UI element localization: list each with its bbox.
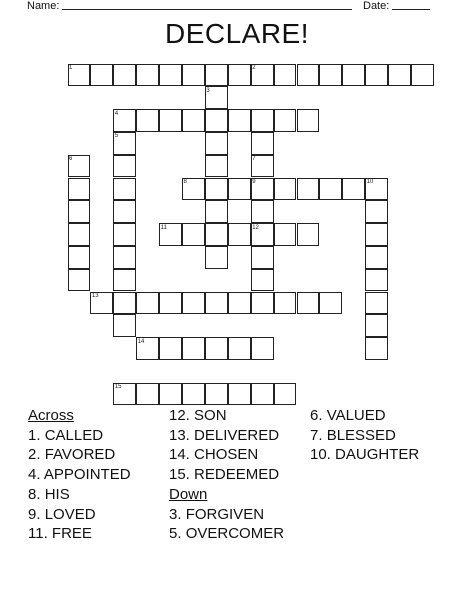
grid-cell[interactable] bbox=[411, 64, 434, 87]
across-clue: 1. CALLED bbox=[28, 426, 104, 444]
grid-cell[interactable] bbox=[251, 269, 274, 292]
grid-cell[interactable] bbox=[228, 64, 251, 87]
grid-cell[interactable] bbox=[205, 200, 228, 223]
grid-cell[interactable] bbox=[136, 109, 159, 132]
grid-cell[interactable] bbox=[68, 246, 91, 269]
down-heading: Down bbox=[169, 485, 208, 503]
grid-cell[interactable] bbox=[68, 200, 91, 223]
grid-cell[interactable] bbox=[251, 109, 274, 132]
grid-cell[interactable] bbox=[365, 314, 388, 337]
grid-cell[interactable] bbox=[159, 64, 182, 87]
clues-column-1 bbox=[28, 406, 131, 544]
grid-cell[interactable] bbox=[205, 223, 228, 246]
clue-number: 12 bbox=[252, 224, 259, 231]
grid-cell[interactable] bbox=[251, 292, 274, 315]
grid-cell[interactable] bbox=[182, 223, 205, 246]
grid-cell[interactable] bbox=[251, 200, 274, 223]
grid-cell[interactable] bbox=[182, 64, 205, 87]
grid-cell[interactable] bbox=[388, 64, 411, 87]
down-clue: 6. VALUED bbox=[310, 407, 386, 424]
grid-cell[interactable] bbox=[90, 64, 113, 87]
grid-cell[interactable] bbox=[274, 64, 297, 87]
across-clue: 4. APPOINTED bbox=[28, 466, 131, 484]
clue-number: 14 bbox=[137, 338, 145, 345]
across-clue: 11. FREE bbox=[28, 525, 92, 543]
grid-cell[interactable] bbox=[251, 383, 274, 406]
grid-cell[interactable] bbox=[297, 64, 320, 87]
grid-cell[interactable] bbox=[365, 337, 388, 360]
grid-cell[interactable] bbox=[342, 178, 365, 201]
grid-cell[interactable] bbox=[228, 337, 251, 360]
grid-cell[interactable] bbox=[159, 383, 182, 406]
down-clue: 7. BLESSED bbox=[310, 426, 396, 444]
clue-number: 9 bbox=[252, 179, 256, 185]
clue-number: 5 bbox=[114, 133, 119, 140]
grid-cell[interactable] bbox=[159, 292, 182, 315]
grid-cell[interactable] bbox=[182, 337, 205, 360]
grid-cell[interactable] bbox=[136, 292, 159, 315]
grid-cell[interactable] bbox=[228, 383, 251, 406]
down-clue: 10. DAUGHTER bbox=[310, 446, 420, 464]
grid-cell[interactable] bbox=[274, 383, 297, 406]
date-label: Date: bbox=[363, 0, 390, 12]
grid-cell[interactable] bbox=[113, 246, 136, 269]
grid-cell[interactable] bbox=[159, 337, 182, 360]
puzzle-title: DECLARE! bbox=[164, 18, 310, 49]
grid-cell[interactable] bbox=[365, 64, 388, 87]
grid-cell[interactable] bbox=[297, 109, 320, 132]
grid-cell[interactable] bbox=[205, 178, 228, 201]
clues-column-2 bbox=[169, 406, 284, 544]
clue-number: 4 bbox=[114, 110, 119, 117]
across-clue: 14. CHOSEN bbox=[169, 446, 259, 464]
across-clue: 8. HIS bbox=[28, 485, 70, 503]
grid-cell[interactable] bbox=[251, 132, 274, 155]
grid-cell[interactable] bbox=[205, 292, 228, 315]
grid-cell[interactable] bbox=[205, 246, 228, 269]
grid-cell[interactable] bbox=[228, 109, 251, 132]
grid-cell[interactable] bbox=[274, 223, 297, 246]
grid-cell[interactable] bbox=[68, 223, 91, 246]
across-clue: 2. FAVORED bbox=[28, 446, 116, 464]
across-clue: 9. LOVED bbox=[28, 505, 96, 523]
grid-cell[interactable] bbox=[297, 223, 320, 246]
clue-number: 15 bbox=[114, 384, 122, 391]
grid-cell[interactable] bbox=[113, 292, 136, 315]
grid-cell[interactable] bbox=[136, 64, 159, 87]
clue-number: 11 bbox=[160, 224, 167, 231]
grid-cell[interactable] bbox=[113, 314, 136, 337]
grid-cell[interactable] bbox=[113, 223, 136, 246]
grid-cell[interactable] bbox=[113, 269, 136, 292]
clues-column-3 bbox=[310, 406, 419, 465]
grid-cell[interactable] bbox=[68, 269, 91, 292]
grid-cell[interactable] bbox=[365, 200, 388, 223]
grid-cell[interactable] bbox=[228, 223, 251, 246]
down-clue: 5. OVERCOMER bbox=[169, 525, 285, 543]
grid-cell[interactable] bbox=[274, 109, 297, 132]
grid-cell[interactable] bbox=[182, 292, 205, 315]
grid-cell[interactable] bbox=[159, 109, 182, 132]
grid-cell[interactable] bbox=[113, 64, 136, 87]
grid-cell[interactable] bbox=[205, 383, 228, 406]
grid-cell[interactable] bbox=[319, 178, 342, 201]
across-clue: 12. SON bbox=[169, 407, 227, 424]
clue-number: 13 bbox=[91, 293, 99, 299]
grid-cell[interactable] bbox=[251, 246, 274, 269]
grid-cell[interactable] bbox=[113, 200, 136, 223]
clue-number: 10 bbox=[366, 179, 374, 185]
across-heading: Across bbox=[28, 407, 74, 424]
clue-number: 8 bbox=[183, 179, 187, 185]
down-clue: 3. FORGIVEN bbox=[169, 505, 265, 523]
grid-cell[interactable] bbox=[274, 178, 297, 201]
grid-cell[interactable] bbox=[182, 109, 205, 132]
grid-cell[interactable] bbox=[297, 178, 320, 201]
grid-cell[interactable] bbox=[365, 246, 388, 269]
grid-cell[interactable] bbox=[365, 269, 388, 292]
grid-cell[interactable] bbox=[113, 155, 136, 178]
grid-cell[interactable] bbox=[365, 292, 388, 315]
grid-cell[interactable] bbox=[228, 178, 251, 201]
grid-cell[interactable] bbox=[274, 292, 297, 315]
across-clue: 15. REDEEMED bbox=[169, 466, 280, 484]
grid-cell[interactable] bbox=[319, 292, 342, 315]
clue-number: 1 bbox=[69, 65, 73, 71]
grid-cell[interactable] bbox=[113, 178, 136, 201]
grid-cell[interactable] bbox=[205, 109, 228, 132]
clue-number: 3 bbox=[206, 87, 210, 94]
name-label: Name: bbox=[27, 0, 60, 12]
grid-cell[interactable] bbox=[319, 64, 342, 87]
grid-cell[interactable] bbox=[205, 64, 228, 87]
grid-cell[interactable] bbox=[68, 178, 91, 201]
clue-number: 6 bbox=[69, 156, 73, 163]
across-clue: 13. DELIVERED bbox=[169, 426, 280, 444]
grid-cell[interactable] bbox=[251, 337, 274, 360]
grid-cell[interactable] bbox=[136, 383, 159, 406]
clue-number: 7 bbox=[252, 156, 256, 163]
grid-cell[interactable] bbox=[365, 223, 388, 246]
grid-cell[interactable] bbox=[342, 64, 365, 87]
grid-cell[interactable] bbox=[228, 292, 251, 315]
grid-cell[interactable] bbox=[205, 132, 228, 155]
grid-cell[interactable] bbox=[182, 383, 205, 406]
grid-cell[interactable] bbox=[205, 337, 228, 360]
clue-number: 2 bbox=[252, 65, 256, 71]
grid-cell[interactable] bbox=[205, 155, 228, 178]
grid-cell[interactable] bbox=[297, 292, 320, 315]
